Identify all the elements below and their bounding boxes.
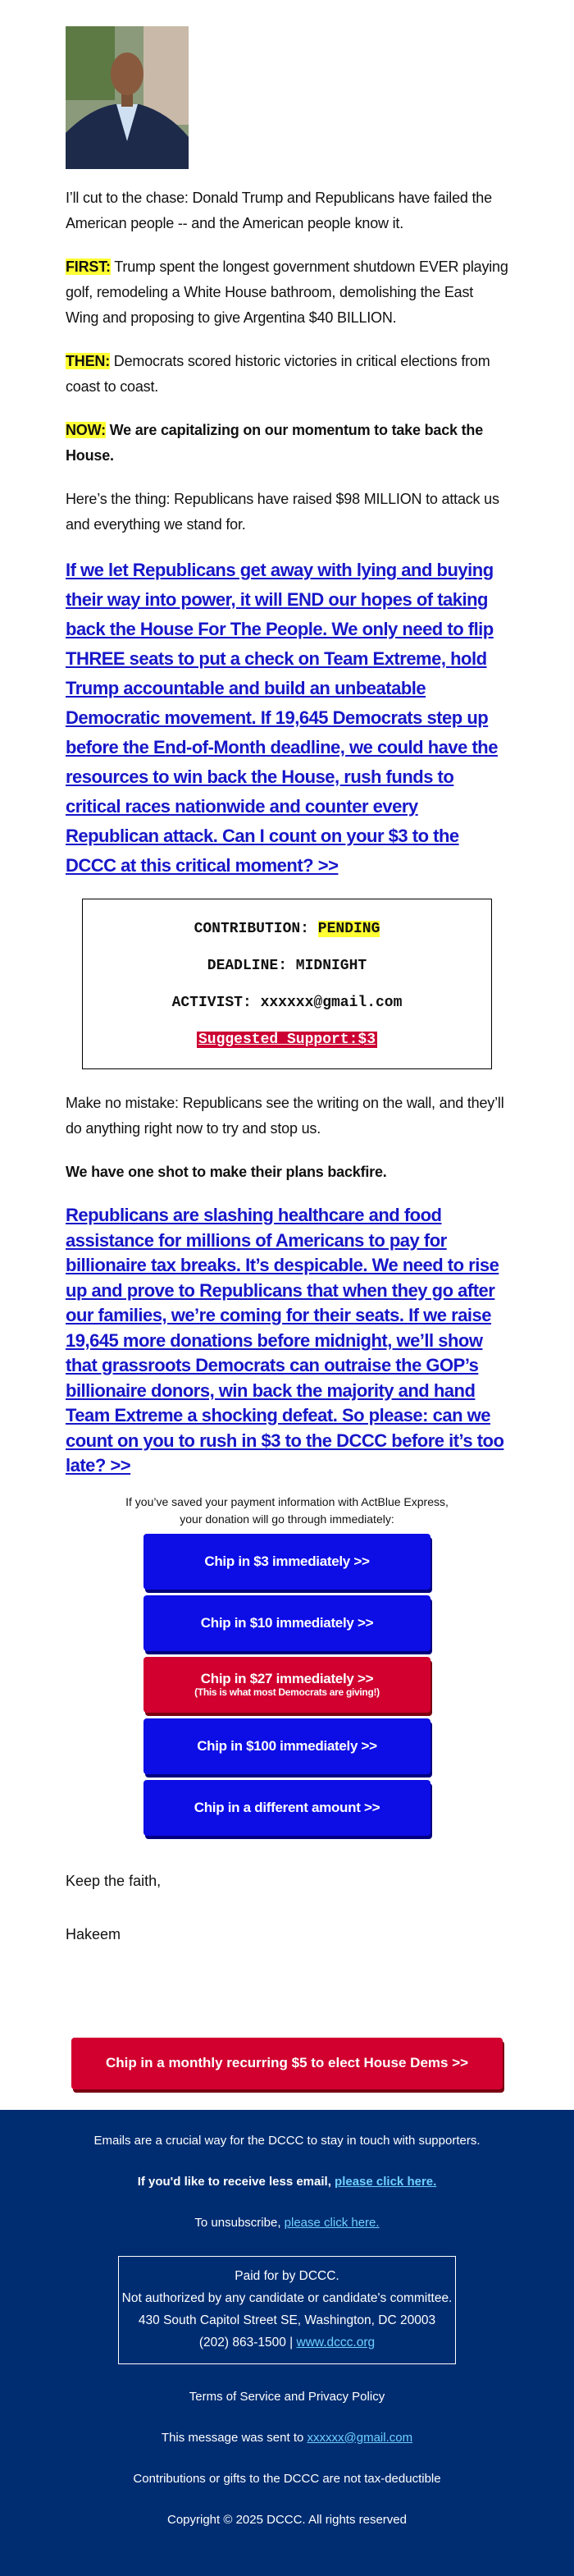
signoff: Keep the faith, xyxy=(66,1872,162,1889)
sent-to-text: This message was sent to xyxy=(161,2430,308,2445)
contribution-label: CONTRIBUTION: xyxy=(194,921,318,937)
address-line: 430 South Capitol Street SE, Washington, DC 20003 xyxy=(138,2313,436,2327)
button-label: Chip in $10 immediately >> xyxy=(200,1614,374,1631)
first-label: FIRST: xyxy=(66,259,111,275)
now-label: NOW: xyxy=(66,422,106,438)
note-line-1: If you’ve saved your payment information with ActBlue Express, xyxy=(125,1494,449,1508)
button-label: Chip in $100 immediately >> xyxy=(197,1737,377,1754)
chip-10-button[interactable] xyxy=(144,1595,430,1651)
footer-emails-note: Emails are a crucial way for the DCCC to stay in touch with supporters. xyxy=(93,2133,481,2148)
then-paragraph xyxy=(66,349,508,400)
paid-for-box xyxy=(118,2256,456,2364)
recipient-email-link[interactable]: xxxxxx@gmail.com xyxy=(307,2430,413,2445)
button-label: Chip in $3 immediately >> xyxy=(204,1553,370,1569)
chip-3-button[interactable] xyxy=(144,1534,430,1590)
one-shot-text: We have one shot to make their plans backfire. xyxy=(66,1164,387,1180)
donate-link-paragraph-1[interactable]: If we let Republicans get away with lying and buying their way into power, it will END our hopes of taking back the House For The People. We only need to flip THREE seats to put a check on Team Extreme, hold Trump accountable and build an unbeatable Democratic movement. If 19,645 Democrats step up before the End-of-Month deadline, we could have the resources to win back the House, rush funds to critical races nationwide and counter every Republican attack. Can I count on your $3 to the DCCC at this critical moment? >> xyxy=(66,560,498,876)
signature: Hakeem xyxy=(66,1925,121,1942)
portrait-photo xyxy=(66,26,189,169)
actblue-express-note xyxy=(66,1494,508,1528)
now-text: We are capitalizing on our momentum to take back the House. xyxy=(66,422,484,464)
contribution-row xyxy=(83,911,491,948)
less-email-line xyxy=(0,2174,574,2190)
activist-row: ACTIVIST: xxxxxx@gmail.com xyxy=(171,995,403,1011)
now-paragraph xyxy=(66,418,508,469)
then-label: THEN: xyxy=(66,353,110,369)
chip-other-amount-button[interactable] xyxy=(144,1780,430,1836)
suggested-support-link[interactable]: Suggested Support:$3 xyxy=(198,1032,376,1048)
monthly-recurring-button[interactable]: Chip in a monthly recurring $5 to elect House Dems >> xyxy=(71,2038,503,2089)
not-authorized-line: Not authorized by any candidate or candidate's committee. xyxy=(121,2290,453,2305)
less-email-link[interactable]: please click here. xyxy=(335,2174,437,2189)
first-paragraph xyxy=(66,254,508,331)
chip-100-button[interactable] xyxy=(144,1718,430,1774)
phone: (202) 863-1500 | xyxy=(198,2335,297,2350)
button-label: Chip in $27 immediately >> xyxy=(200,1671,374,1686)
less-email-text: If you'd like to receive less email, xyxy=(137,2174,335,2189)
donate-link-paragraph-2[interactable]: Republicans are slashing healthcare and food assistance for millions of Americans to pay for billionaire tax breaks. It’s despicable. We need to rise up and prove to Republicans that when they go after our families, we’re coming for their seats. If we raise 19,645 more donations before midnight, we’ll show that grassroots Democrats can outraise the GOP’s billionaire donors, win back the majority and hand Team Extreme a shocking defeat. So please: can we count on you to rush in $3 to the DCCC before it’s too late? >> xyxy=(66,1205,504,1476)
contribution-status: PENDING xyxy=(317,921,380,937)
unsubscribe-link[interactable]: please click here. xyxy=(284,2215,380,2230)
first-text: Trump spent the longest government shutdown EVER playing golf, remodeling a White House bathroom, demolishing the East Wing and proposing to give Argentina $40 BILLION. xyxy=(66,259,508,326)
intro-paragraph: I’ll cut to the chase: Donald Trump and Republicans have failed the American people -- and the American people know it. xyxy=(66,190,492,231)
chip-27-button[interactable] xyxy=(144,1657,430,1713)
unsubscribe-text: To unsubscribe, xyxy=(194,2215,285,2230)
deadline-row: DEADLINE: MIDNIGHT xyxy=(207,958,367,974)
thing-paragraph: Here’s the thing: Republicans have raised $98 MILLION to attack us and everything we stand for. xyxy=(66,491,499,533)
footer xyxy=(0,2110,574,2576)
contact-line xyxy=(119,2331,455,2354)
copyright: Copyright © 2025 DCCC. All rights reserved xyxy=(166,2512,407,2527)
contribution-status-box xyxy=(82,899,492,1069)
unsubscribe-line xyxy=(0,2215,574,2231)
tax-note: Contributions or gifts to the DCCC are not tax-deductible xyxy=(133,2471,441,2486)
mistake-paragraph: Make no mistake: Republicans see the writing on the wall, and they’ll do anything right now to try and stop us. xyxy=(66,1095,504,1137)
button-label: Chip in a different amount >> xyxy=(194,1799,380,1815)
then-text: Democrats scored historic victories in critical elections from coast to coast. xyxy=(66,353,490,395)
website-link[interactable]: www.dccc.org xyxy=(296,2335,376,2350)
one-shot-paragraph xyxy=(66,1160,508,1185)
paid-for-line: Paid for by DCCC. xyxy=(235,2268,339,2283)
sent-to-line xyxy=(0,2430,574,2446)
terms-privacy[interactable]: Terms of Service and Privacy Policy xyxy=(189,2389,385,2404)
note-line-2: your donation will go through immediately: xyxy=(180,1512,394,1526)
button-sublabel: (This is what most Democrats are giving!) xyxy=(194,1686,380,1698)
